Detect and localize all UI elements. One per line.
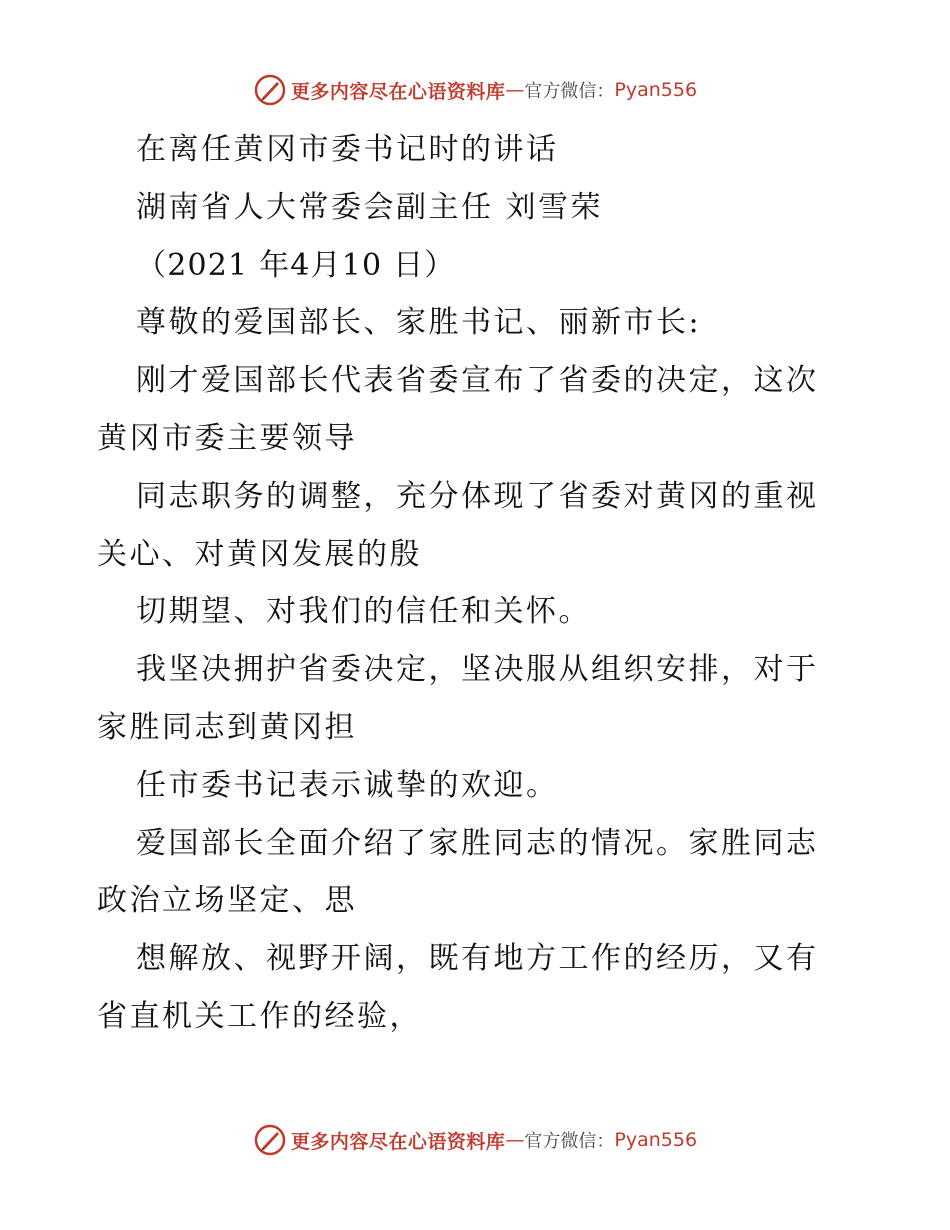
paragraph-line: 关心、对黄冈发展的殷 xyxy=(97,536,422,572)
quill-pen-logo-icon xyxy=(253,73,287,107)
document-body xyxy=(97,121,867,1046)
banner-wechat-id: Pyan556 xyxy=(614,79,698,101)
paragraph-line: 任市委书记表示诚挚的欢迎。 xyxy=(136,767,559,803)
paragraph-line: 家胜同志到黄冈担 xyxy=(97,709,357,745)
document-title: 在离任黄冈市委书记时的讲话 xyxy=(136,132,559,167)
banner-official-label: 官方微信： xyxy=(524,81,615,102)
banner-separator: — xyxy=(505,1129,525,1151)
paragraph-line: 切期望、对我们的信任和关怀。 xyxy=(136,594,591,630)
paragraph-line: 省直机关工作的经验， xyxy=(97,998,422,1034)
banner-brand-text: 更多内容尽在心语资料库 xyxy=(290,1130,506,1153)
salutation: 尊敬的爱国部长、家胜书记、丽新市长: xyxy=(136,305,702,341)
paragraph-line: 同志职务的调整，充分体现了省委对黄冈的重视 xyxy=(136,478,819,514)
paragraph-line: 政治立场坚定、思 xyxy=(97,883,357,919)
quill-pen-logo-icon xyxy=(253,1123,287,1157)
footer-banner xyxy=(0,1120,950,1160)
banner-wechat-id: Pyan556 xyxy=(614,1129,698,1151)
banner-brand-text: 更多内容尽在心语资料库 xyxy=(290,80,506,103)
header-banner xyxy=(0,70,950,110)
banner-separator: — xyxy=(505,79,525,101)
document-date: （2021 年4月10 日） xyxy=(136,247,456,283)
paragraph-line: 刚才爱国部长代表省委宣布了省委的决定，这次 xyxy=(136,363,819,399)
paragraph-line: 黄冈市委主要领导 xyxy=(97,420,357,456)
paragraph-line: 想解放、视野开阔，既有地方工作的经历，又有 xyxy=(136,941,819,977)
banner-official-label: 官方微信： xyxy=(524,1131,615,1152)
paragraph-line: 爱国部长全面介绍了家胜同志的情况。家胜同志 xyxy=(136,825,819,861)
document-author: 湖南省人大常委会副主任 刘雪荣 xyxy=(136,189,604,225)
paragraph-line: 我坚决拥护省委决定，坚决服从组织安排，对于 xyxy=(136,652,819,688)
